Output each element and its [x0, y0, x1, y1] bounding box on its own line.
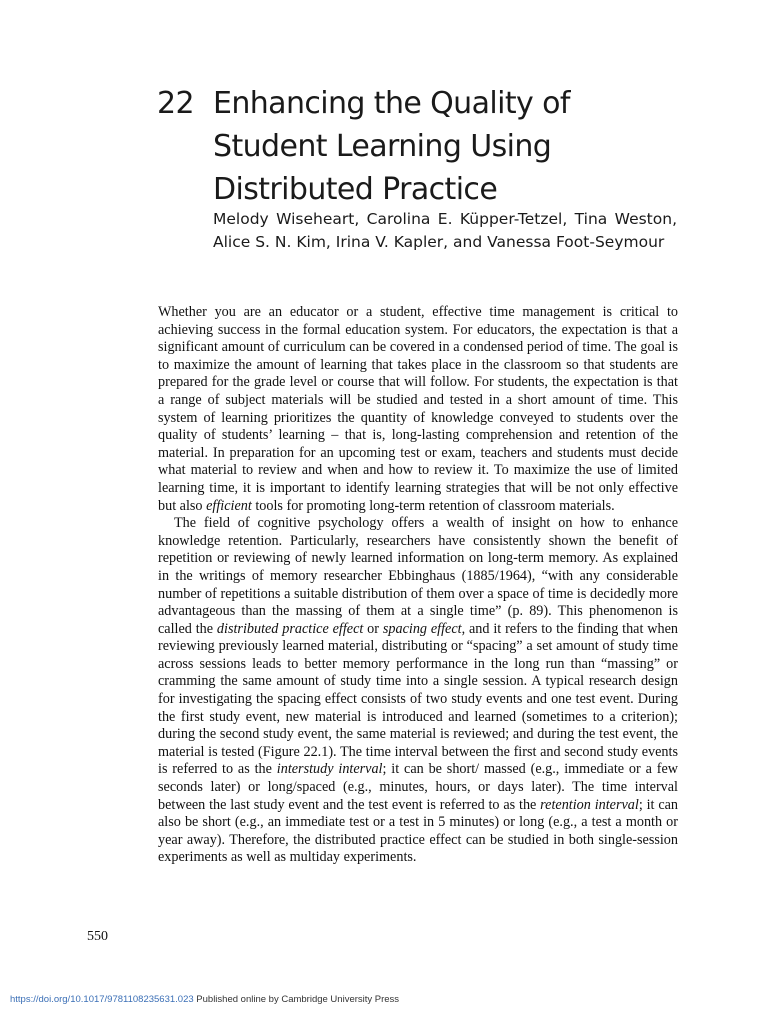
publisher-note: Published online by Cambridge University Press: [196, 994, 400, 1005]
footer: [10, 994, 399, 1005]
chapter-number: 22: [157, 86, 194, 121]
emphasis: efficient: [206, 497, 252, 514]
emphasis: interstudy interval: [276, 761, 383, 778]
emphasis: distributed practice effect: [216, 620, 364, 637]
body-text: [158, 304, 678, 867]
author-list: Melody Wiseheart, Carolina E. Küpper-Tetzel, Tina Weston, Alice S. N. Kim, Irina V. Kapler, and Vanessa Foot-Seymour: [213, 210, 677, 251]
doi-link[interactable]: https://doi.org/10.1017/9781108235631.023: [10, 994, 194, 1005]
chapter-title: Enhancing the Quality of Student Learning Using Distributed Practice: [213, 86, 570, 207]
page-number: 550: [87, 929, 108, 944]
emphasis: spacing effect: [382, 620, 462, 637]
paragraph: Whether you are an educator or a student, effective time management is critical to achieving success in the formal education system. For educators, the expectation is that a significant amount of curriculum can be covered in a condensed period of time. The goal is to maximize the amount of learning that takes place in the classroom so that students are prepared for the grade level or course that will follow. For students, the expectation is that a range of subject materials will be studied and tested in a short amount of time. This system of learning prioritizes the quantity of knowledge conveyed to students over the quality of students’ learning – that is, long-lasting comprehension and retention of the material. In preparation for an upcoming test or exam, teachers and students must decide what material to review and when and how to review it. To maximize the use of limited learning time, it is important to identify learning strategies that will be not only effective but also efficient tools for promoting long-term retention of classroom materials.: [158, 304, 678, 514]
paragraph: The field of cognitive psychology offers a wealth of insight on how to enhance knowledge retention. Particularly, researchers have consistently shown the benefit of repetition or reviewing of newly learned information on long-term memory. As explained in the writings of memory researcher Ebbinghaus (1885/1964), “with any considerable number of repetitions a suitable distribution of them over a space of time is decidedly more advantageous than the massing of them at a single time” (p. 89). This phenomenon is called the distributed practice effect or spacing effect, and it refers to the finding that when reviewing previously learned material, distributing or “spacing” a set amount of study time across sessions leads to better memory performance in the long run than “massing” or cramming the same amount of study time into a single session. A typical research design for investigating the spacing effect consists of two study events and one test event. During the first study event, new material is introduced and learned (sometimes to a criterion); during the second study event, the same material is reviewed; and during the test event, the material is tested (Figure 22.1). The time interval between the first and second study events is referred to as the interstudy interval; it can be short/ massed (e.g., immediate or a few seconds later) or long/spaced (e.g., minutes, hours, or days later). The time interval between the last study event and the test event is referred to as the retention interval; it can also be short (e.g., an immediate test or a test in 5 minutes) or long (e.g., a test a month or year away). Therefore, the distributed practice effect can be studied in both single-session experiments as well as multiday experiments.: [158, 515, 679, 866]
emphasis: retention interval: [540, 796, 639, 813]
